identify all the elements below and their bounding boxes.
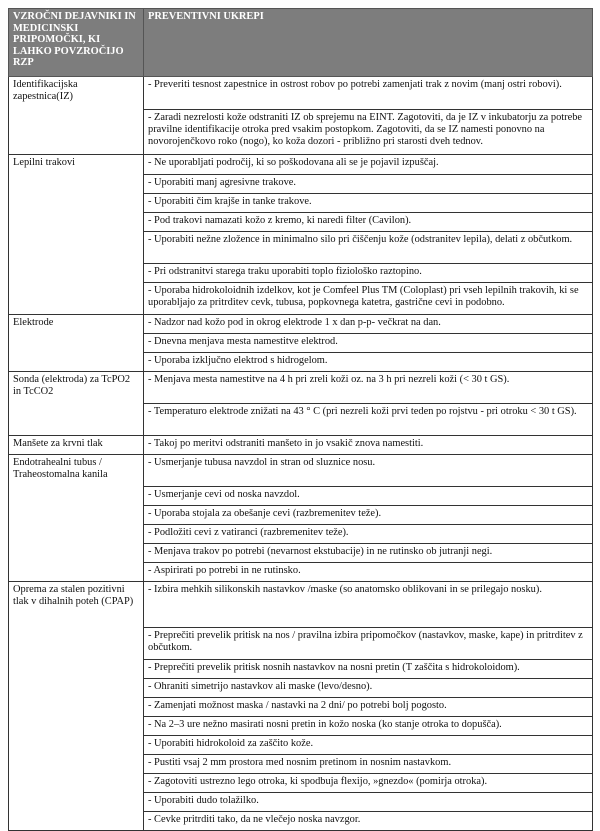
- prevention-table-wrapper: [8, 8, 592, 831]
- measure-cell: - Pod trakovi namazati kožo z kremo, ki naredi filter (Cavilon).: [144, 213, 593, 232]
- table-row: [9, 455, 593, 487]
- measure-cell: - Zaradi nezrelosti kože odstraniti IZ ob sprejemu na EINT. Zagotoviti, da je IZ v inkubatorju za potrebe pravilne identifikacije otroka pred vsakim postopkom. Zagotoviti, da se IZ namesti ponovno na novorojenčkovo roko (nogo), ko koža dozori - približno pri starosti dveh tednov.: [144, 110, 593, 155]
- measure-cell: - Uporabiti hidrokoloid za zaščito kože.: [144, 736, 593, 755]
- measure-cell: - Temperaturo elektrode znižati na 43 ° C (pri nezreli koži prvi teden po rojstvu - pri otroku < 30 t GS).: [144, 404, 593, 436]
- table-row: [9, 372, 593, 404]
- measure-cell: - Menjava mesta namestitve na 4 h pri zreli koži oz. na 3 h pri nezreli koži (< 30 t GS).: [144, 372, 593, 404]
- category-cell: Lepilni trakovi: [9, 155, 144, 315]
- measure-cell: - Cevke pritrditi tako, da ne vlečejo noska navzgor.: [144, 812, 593, 831]
- measure-cell: - Usmerjanje tubusa navzdol in stran od sluznice nosu.: [144, 455, 593, 487]
- measure-cell: - Pri odstranitvi starega traku uporabiti toplo fiziološko raztopino.: [144, 264, 593, 283]
- prevention-table: [8, 8, 593, 831]
- measure-cell: - Podložiti cevi z vatiranci (razbremenitev teže).: [144, 525, 593, 544]
- measure-cell: - Usmerjanje cevi od noska navzdol.: [144, 487, 593, 506]
- table-row: [9, 436, 593, 455]
- table-row: [9, 315, 593, 334]
- measure-cell: - Uporaba hidrokoloidnih izdelkov, kot je Comfeel Plus TM (Coloplast) pri vseh lepilnih trakovih, ki se uporabljajo za pritrditev cevk, tubusa, popkovnega katetra, gastrične cevi in podobno.: [144, 283, 593, 315]
- measure-cell: - Zagotoviti ustrezno lego otroka, ki spodbuja flexijo, »gnezdo« (pomirja otroka).: [144, 774, 593, 793]
- measure-cell: - Pustiti vsaj 2 mm prostora med nosnim pretinom in nosnim nastavkom.: [144, 755, 593, 774]
- measure-cell: - Aspirirati po potrebi in ne rutinsko.: [144, 563, 593, 582]
- header-measures: PREVENTIVNI UKREPI: [144, 9, 593, 77]
- table-header-row: [9, 9, 593, 77]
- measure-cell: - Ne uporabljati področij, ki so poškodovana ali se je pojavil izpuščaj.: [144, 155, 593, 175]
- category-cell: Manšete za krvni tlak: [9, 436, 144, 455]
- category-cell: Endotrahealni tubus / Traheostomalna kanila: [9, 455, 144, 582]
- measure-cell: - Menjava trakov po potrebi (nevarnost ekstubacije) in ne rutinsko ob jutranji negi.: [144, 544, 593, 563]
- category-cell: Elektrode: [9, 315, 144, 372]
- measure-cell: - Nadzor nad kožo pod in okrog elektrode 1 x dan p-p- večkrat na dan.: [144, 315, 593, 334]
- measure-cell: - Preprečiti prevelik pritisk nosnih nastavkov na nosni pretin (T zaščita s hidrokoloidom).: [144, 660, 593, 679]
- measure-cell: - Uporabiti dudo tolažilko.: [144, 793, 593, 812]
- measure-cell: - Na 2–3 ure nežno masirati nosni pretin in kožo noska (ko stanje otroka to dopušča).: [144, 717, 593, 736]
- measure-cell: - Uporabiti nežne zložence in minimalno silo pri čiščenju kože (odstranitev lepila), delati z občutkom.: [144, 232, 593, 264]
- category-cell: Identifikacijska zapestnica(IZ): [9, 77, 144, 155]
- category-cell: Sonda (elektroda) za TcPO2 in TcCO2: [9, 372, 144, 436]
- measure-cell: - Preprečiti prevelik pritisk na nos / pravilna izbira pripomočkov (nastavkov, maske, kape) in pritrditev z občutkom.: [144, 628, 593, 660]
- measure-cell: - Takoj po meritvi odstraniti manšeto in jo vsakič znova namestiti.: [144, 436, 593, 455]
- measure-cell: - Uporaba stojala za obešanje cevi (razbremenitev teže).: [144, 506, 593, 525]
- measure-cell: - Preveriti tesnost zapestnice in ostrost robov po potrebi zamenjati trak z novim (manj ostri robovi).: [144, 77, 593, 110]
- measure-cell: - Uporaba izključno elektrod s hidrogelom.: [144, 353, 593, 372]
- table-row: [9, 155, 593, 175]
- measure-cell: - Zamenjati možnost maska / nastavki na 2 dni/ po potrebi bolj pogosto.: [144, 698, 593, 717]
- header-causes: VZROČNI DEJAVNIKI IN MEDICINSKI PRIPOMOČKI, KI LAHKO POVZROČIJO RZP: [9, 9, 144, 77]
- measure-cell: - Izbira mehkih silikonskih nastavkov /maske (so anatomsko oblikovani in se prilegajo nosku).: [144, 582, 593, 628]
- category-cell: Oprema za stalen pozitivni tlak v dihalnih poteh (CPAP): [9, 582, 144, 831]
- measure-cell: - Uporabiti manj agresivne trakove.: [144, 175, 593, 194]
- measure-cell: - Uporabiti čim krajše in tanke trakove.: [144, 194, 593, 213]
- measure-cell: - Dnevna menjava mesta namestitve elektrod.: [144, 334, 593, 353]
- table-row: [9, 77, 593, 110]
- table-row: [9, 582, 593, 628]
- measure-cell: - Ohraniti simetrijo nastavkov ali maske (levo/desno).: [144, 679, 593, 698]
